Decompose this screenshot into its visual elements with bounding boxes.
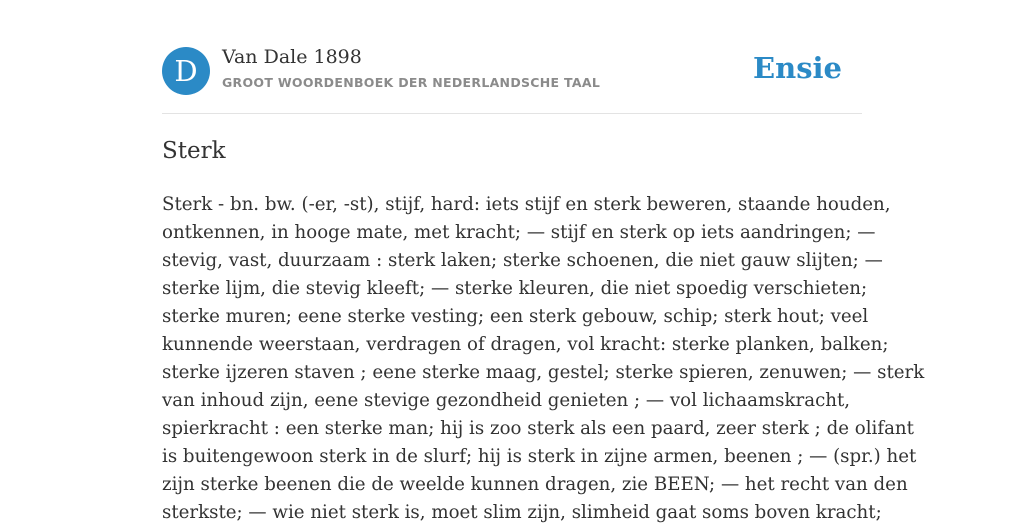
definition-line: spierkracht : een sterke man; hij is zoo sterk als een paard, zeer sterk ; de olifant bbox=[162, 418, 914, 439]
definition-line: van inhoud zijn, eene stevige gezondheid genieten ; — vol lichaamskracht, bbox=[162, 390, 851, 411]
definition-line: stevig, vast, duurzaam : sterk laken; sterke schoenen, die niet gauw slijten; — bbox=[162, 250, 883, 271]
definition-line: zijn sterke beenen die de weelde kunnen dragen, zie BEEN; — het recht van den bbox=[162, 474, 908, 495]
source-logo[interactable]: D bbox=[162, 47, 210, 95]
definition-line: kunnende weerstaan, verdragen of dragen, vol kracht: sterke planken, balken; bbox=[162, 334, 889, 355]
dictionary-header bbox=[162, 46, 862, 96]
entry-definition bbox=[162, 191, 925, 527]
definition-line: ontkennen, in hooge mate, met kracht; — stijf en sterk op iets aandringen; — bbox=[162, 222, 876, 243]
definition-line: Sterk - bn. bw. (-er, -st), stijf, hard: iets stijf en sterk beweren, staande houden, bbox=[162, 194, 891, 215]
entry-title: Sterk bbox=[162, 138, 226, 164]
definition-line: is buitengewoon sterk in de slurf; hij is sterk in zijne armen, beenen ; — (spr.) het bbox=[162, 446, 917, 467]
header-divider bbox=[162, 113, 862, 114]
brand-logo[interactable]: Ensie bbox=[753, 51, 842, 85]
definition-line: sterke lijm, die stevig kleeft; — sterke kleuren, die niet spoedig verschieten; bbox=[162, 278, 868, 299]
definition-line: sterkste; — wie niet sterk is, moet slim zijn, slimheid gaat soms boven kracht; bbox=[162, 502, 882, 523]
definition-line: sterke ijzeren staven ; eene sterke maag, gestel; sterke spieren, zenuwen; — sterk bbox=[162, 362, 925, 383]
definition-line: sterke muren; eene sterke vesting; een sterk gebouw, schip; sterk hout; veel bbox=[162, 306, 869, 327]
source-title[interactable]: Van Dale 1898 bbox=[222, 46, 362, 68]
source-subtitle: GROOT WOORDENBOEK DER NEDERLANDSCHE TAAL bbox=[222, 75, 601, 90]
